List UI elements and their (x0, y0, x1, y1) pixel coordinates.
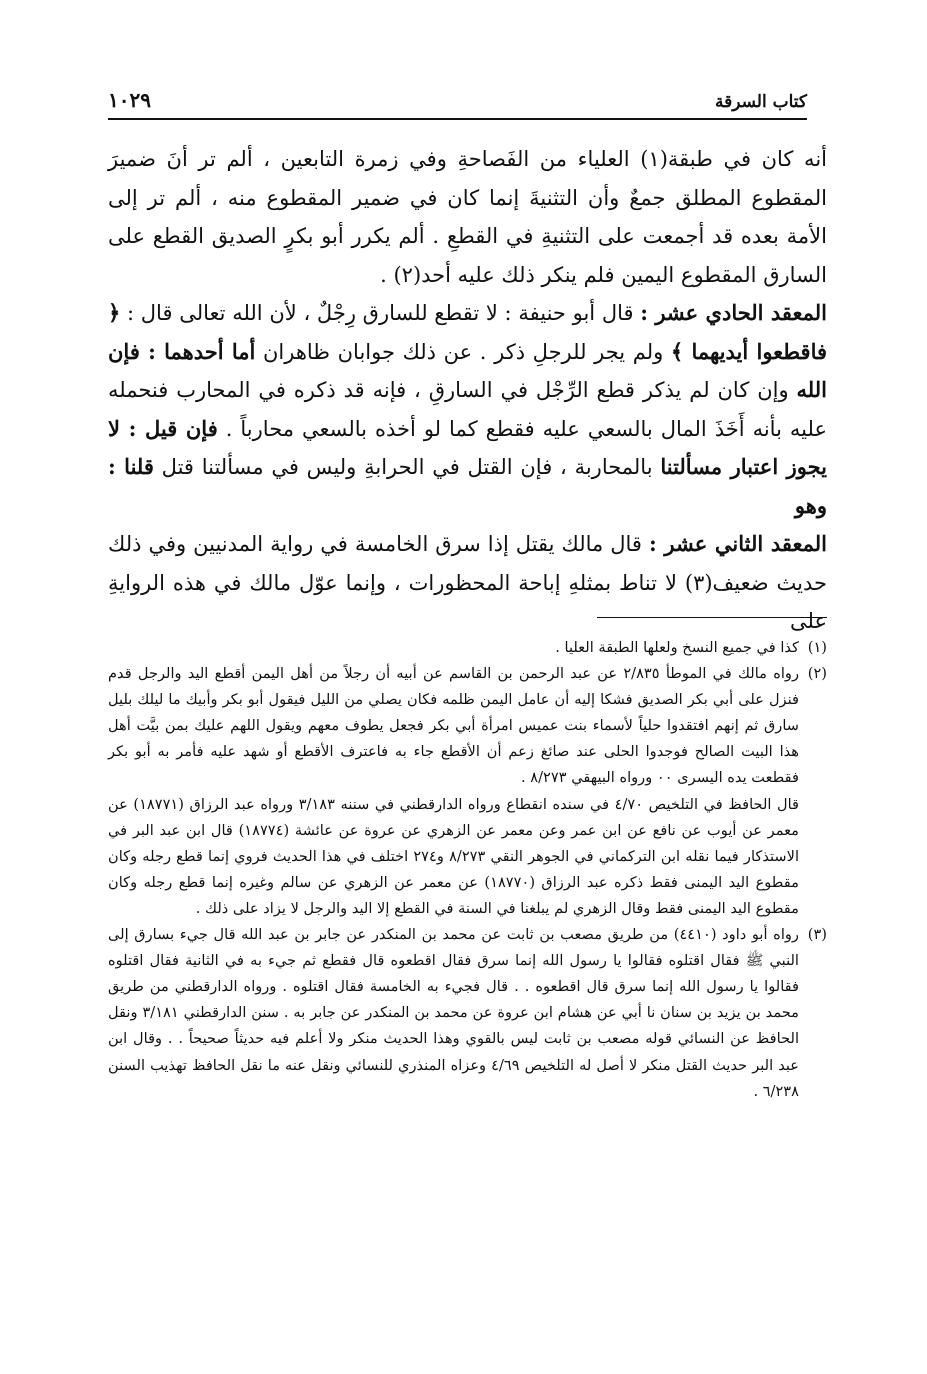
p2-text-3: وإن كان لم يذكر قطع الرِّجْل في السارقِ ، فإنه قد ذكره في المحارب فنحمله عليه بأنه أَخَذَ المال بالسعي عليه فقطع كما لو أخذه بالسعي محارباً . (108, 378, 827, 441)
footnote-number: (١) (807, 639, 827, 656)
chapter-title: كتاب السرقة (714, 92, 807, 112)
page-number: ١٠٢٩ (108, 88, 151, 112)
running-header (108, 82, 807, 120)
p2-text-4: بالمحاربة ، فإن القتل في الحرابةِ وليس في مسألتنا قتل (153, 455, 661, 479)
footnote-3 (108, 922, 827, 1105)
p2-text-1: قال أبو حنيفة : لا تقطع للسارق رِجْلٌ ، لأن الله تعالى قال : (120, 301, 641, 325)
footnote-text: رواه أبو داود (٤٤١٠) من طريق مصعب بن ثابت عن محمد بن المنكدر عن جابر بن عبد الله قال جيء بسارق إلى النبي ﷺ فقال اقتلوه فقالوا يا رسول الله إنما سرق فقال اقطعوه قال فقطع ثم جيء به في الثانية فقال اقتلوه فقالوا يا رسول الله إنما سرق قال اقطعوه . . قال فجيء به الخامسة فقال اقتلوه . ورواه الدارقطني من طريق محمد بن يزيد بن سنان نا أبي عن هشام ابن عروة عن محمد بن المنكدر عن جابر به . سنن الدارقطني ٣/١٨١ ونقل الحافظ عن النسائي قوله مصعب بن ثابت ليس بالقوي وهذا الحديث منكر ولا أعلم فيه حديثاً صحيحاً . . وقال ابن عبد البر حديث القتل منكر لا أصل له التلخيص ٤/٦٩ وعزاه المنذري للنسائي ونقل عنه ما نقل الحافظ تهذيب السنن ٦/٢٣٨ . (108, 926, 799, 1100)
section-heading-12: المعقد الثاني عشر : (648, 531, 827, 556)
p2-text-2: ولم يجر للرجلِ ذكر . عن ذلك جوابان ظاهران (255, 339, 671, 364)
p2-reply: قلنا : وهو (108, 454, 827, 518)
paragraph-1: أنه كان في طبقة(١) العلياء من الفَصاحةِ وفي زمرة التابعين ، ألم تر أنَ ضميرَ المقطوع المطلق جمعٌ وأن التثنيةَ إنما كان في ضمير المقطوع منه ، ألم تر إلى الأمة بعده قد أجمعت على التثنيةِ في القطعِ . ألم يكرر أبو بكرٍ الصديق القطع على السارق المقطوع اليمين فلم ينكر ذلك عليه أحد(٢) . (108, 147, 827, 287)
paragraph-3 (108, 525, 827, 641)
p3-text: قال مالك يقتل إذا سرق الخامسة في رواية المدنيين وفي ذلك حديث ضعيف(٣) لا تناط بمثلهِ إباحة المحظورات ، وإنما عوّل مالك في هذه الروايةِ على (108, 532, 827, 633)
section-heading-11: المعقد الحادي عشر : (640, 300, 827, 325)
main-text (108, 140, 827, 641)
footnote-number: (٢) (807, 665, 827, 683)
footnote-2-continued (108, 792, 827, 922)
p2-objection: فإن قيل : لا يجوز اعتبار مسألتنا (108, 415, 827, 479)
footnote-text: قال الحافظ في التلخيص ٤/٧٠ في سنده انقطاع ورواه الدارقطني في سننه ٣/١٨٣ ورواه عبد الرزاق (١٨٧٧١) عن معمر عن أيوب عن نافع عن ابن عمر وعن معمر عن الزهري عن عروة عن عائشة (١٨٧٧٤) قال ابن عبد البر في الاستذكار فيما نقله ابن التركماني في الجوهر النقي ٨/٢٧٣ و٢٧٤ اختلف في هذا الحديث فروي إنما قطع رجله وكان مقطوع اليد اليمنى فقط ذكره عبد الرزاق (١٨٧٧٠) عن معمر عن الزهري عن سالم وغيره إنما قطع رجله وكان مقطوع اليد اليمنى فقط وقال الزهري لم يبلغنا في السنة في القطع إلا اليد والرجل لا يزاد على ذلك . (108, 795, 800, 917)
footnote-text: رواه مالك في الموطأ ٢/٨٣٥ عن عبد الرحمن بن القاسم عن أبيه أن رجلاً من أهل اليمن أقطع اليد والرجل قدم فنزل على أبي بكر الصديق فشكا إليه أن عامل اليمن ظلمه فكان يصلي من الليل فيقول أبو بكر وأبيك ما ليلك بليل سارق ثم إنهم افتقدوا حلياً لأسماء بنت عميس امرأة أبي بكر فجعل يطوف معهم ويقول اللهم عليك بمن بيَّت أهل هذا البيت الصالح فوجدوا الحلى عند صائغ زعم أن الأقطع جاء به فاعترف الأقطع أو شهد عليه فأمر به أبو بكر فقطعت يده اليسرى ٠٠ ورواه البيهقي ٨/٢٧٣ . (108, 665, 799, 787)
footnote-2 (108, 661, 827, 791)
p2-first-answer: أما أحدهما : فإن الله (108, 338, 827, 402)
footnote-1 (108, 635, 827, 661)
footnote-separator (597, 617, 827, 618)
footnotes (108, 635, 827, 1105)
quran-quote: ﴿ فاقطعوا أيديهما ﴾ (108, 300, 828, 364)
paragraph-2 (108, 294, 827, 525)
footnote-number: (٣) (807, 926, 827, 944)
footnote-text: كذا في جميع النسخ ولعلها الطبقة العليا . (555, 639, 799, 656)
